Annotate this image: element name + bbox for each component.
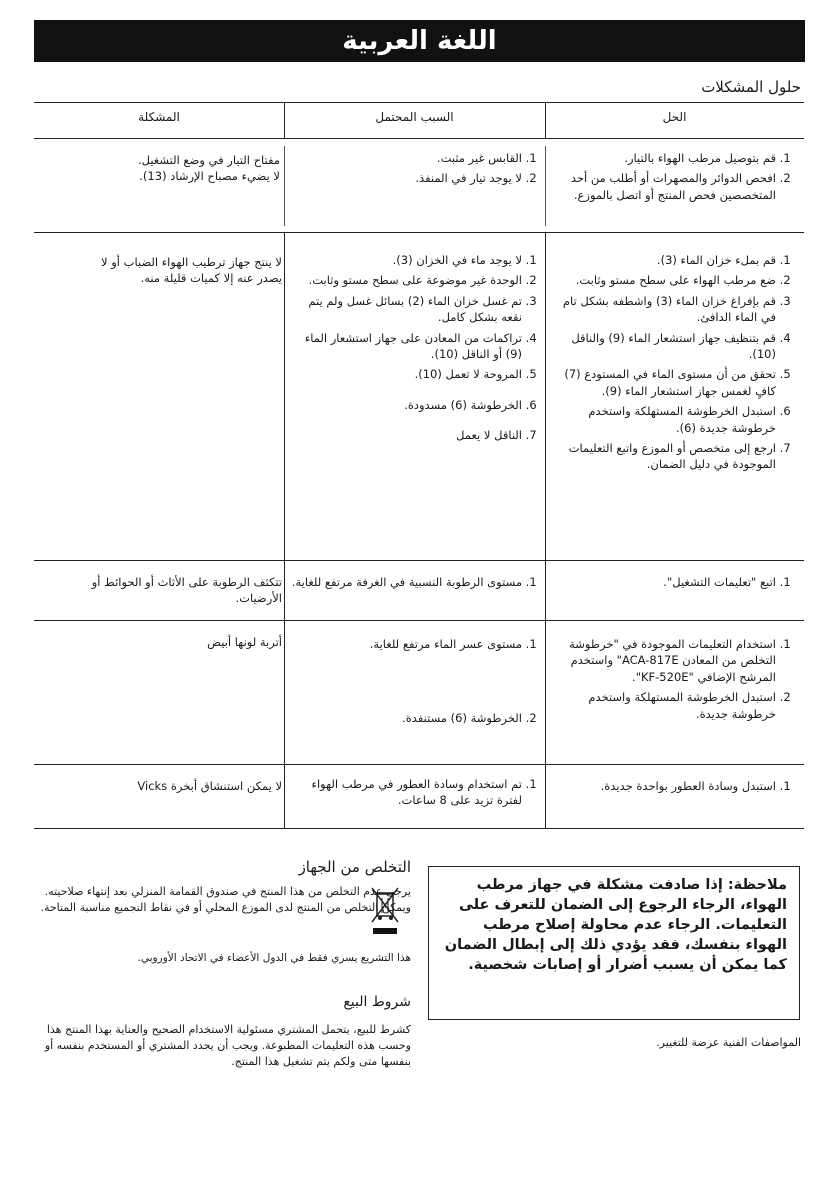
column-divider bbox=[545, 146, 546, 226]
column-divider bbox=[284, 232, 285, 828]
terms-title: شروط البيع bbox=[343, 994, 411, 1010]
disposal-text: يرجى عدم التخلص من هذا المنتج في صندوق القمامة المنزلي بعد إنتهاء صلاحيته. ويمكن التخلص من المنتج لدى الموزع المحلي أو في نقاط التجميع مناسبة المتاحة. bbox=[40, 885, 411, 914]
row-divider bbox=[34, 620, 804, 621]
solution-item: 1. اتبع "تعليمات التشغيل". bbox=[552, 574, 776, 590]
problem-cell: تتكثف الرطوبة على الأثاث أو الحوائط أو الأرضيات. bbox=[91, 575, 282, 606]
solution-item: 2. ضع مرطب الهواء على سطح مستو وثابت. bbox=[552, 272, 776, 288]
solution-item: 1. استخدام التعليمات الموجودة في "خرطوشة التخلص من المعادن ACA-817E" واستخدم المرشح الإضافي "KF-520E". bbox=[552, 636, 776, 685]
terms-text: كشرط للبيع، يتحمل المشتري مسئولية الاستخدام الصحيح والعناية بهذا المنتج هذا وحسب هذه التعليمات المطبوعة. ويجب أن يحدد المشتري أو المستخدم بنفسه أو بنفسها متى ولكم يتم تشغيل هذا المنتج. bbox=[44, 1023, 411, 1068]
solution-item: 1. استبدل وسادة العطور بواحدة جديدة. bbox=[552, 778, 776, 794]
solution-cell bbox=[552, 252, 792, 477]
cause-cell bbox=[290, 252, 538, 448]
language-banner: اللغة العربية bbox=[34, 20, 805, 62]
solution-item: 2. استبدل الخرطوشة المستهلكة واستخدم خرطوشة جديدة. bbox=[552, 689, 776, 722]
solution-cell bbox=[552, 574, 792, 594]
section-title: حلول المشكلات bbox=[701, 78, 801, 96]
solution-cell bbox=[552, 150, 792, 207]
solution-item: 1. قم بتوصيل مرطب الهواء بالتيار. bbox=[552, 150, 776, 166]
table-border-top bbox=[34, 102, 804, 103]
cause-item: 2. الوحدة غير موضوعة على سطح مستو وثابت. bbox=[290, 272, 522, 288]
cause-cell bbox=[290, 636, 538, 731]
solution-cell bbox=[552, 778, 792, 798]
cause-item: 2. الخرطوشة (6) مستنفدة. bbox=[290, 710, 522, 726]
column-divider bbox=[284, 146, 285, 226]
solution-item: 5. تحقق من أن مستوى الماء في المستودع (7) كافٍ لغمس جهاز استشعار الماء (9). bbox=[552, 366, 776, 399]
cause-item: 4. تراكمات من المعادن على جهاز استشعار الماء (9) أو الناقل (10). bbox=[290, 330, 522, 363]
disposal-title: التخلص من الجهاز bbox=[298, 858, 411, 876]
row-divider bbox=[34, 560, 804, 561]
cause-item: 6. الخرطوشة (6) مسدودة. bbox=[290, 397, 522, 413]
column-divider bbox=[545, 232, 546, 828]
cause-item: 5. المروحة لا تعمل (10). bbox=[290, 366, 522, 382]
cause-item: 3. تم غسل خزان الماء (2) بسائل غسل ولم يتم نقعه بشكل كامل. bbox=[290, 293, 522, 326]
cause-cell bbox=[290, 150, 538, 191]
solution-item: 1. قم بملء خزان الماء (3). bbox=[552, 252, 776, 268]
cause-item: 1. مستوى عسر الماء مرتفع للغاية. bbox=[290, 636, 522, 652]
row-divider bbox=[34, 232, 804, 233]
cause-item: 1. لا يوجد ماء في الخزان (3). bbox=[290, 252, 522, 268]
table-header-divider bbox=[34, 138, 804, 139]
cause-item: 1. القابس غير مثبت. bbox=[290, 150, 522, 166]
solution-cell bbox=[552, 636, 792, 726]
specs-notice: المواصفات الفنية عرضة للتغيير. bbox=[656, 1036, 801, 1049]
cause-cell bbox=[290, 574, 538, 594]
solution-item: 3. قم بإفراغ خزان الماء (3) واشطفه بشكل تام في الماء الدافئ. bbox=[552, 293, 776, 326]
problem-cell: مفتاح التيار في وضع التشغيل. لا يضيء مصباح الإرشاد (13). bbox=[137, 153, 280, 184]
cause-item: 7. الناقل لا يعمل bbox=[290, 427, 522, 443]
warranty-note: ملاحظة: إذا صادفت مشكلة في جهاز مرطب الهواء، الرجاء الرجوع إلى الضمان للتعرف على التعليمات. الرجاء عدم محاولة إصلاح مرطب الهواء بنفسك، فقد يؤدي ذلك إلى إبطال الضمان كما يمكن أن يسبب أضرار أو إصابات شخصية. bbox=[428, 866, 800, 1020]
cause-item: 1. مستوى الرطوبة النسبية في الغرفة مرتفع للغاية. bbox=[290, 574, 522, 590]
cause-item: 1. تم استخدام وسادة العطور في مرطب الهواء لفترة تزيد على 8 ساعات. bbox=[290, 776, 522, 809]
header-solution: الحل bbox=[662, 110, 687, 124]
problem-cell: لا ينتج جهاز ترطيب الهواء الضباب أو لا يصدر عنه إلا كميات قليلة منه. bbox=[101, 255, 282, 286]
problem-cell: أتربة لونها أبيض bbox=[207, 635, 282, 649]
solution-item: 6. استبدل الخرطوشة المستهلكة واستخدم خرطوشة جديدة (6). bbox=[552, 403, 776, 436]
solution-item: 7. ارجع إلى متخصص أو الموزع واتبع التعليمات الموجودة في دليل الضمان. bbox=[552, 440, 776, 473]
solution-item: 2. افحص الدوائر والمصهرات أو أطلب من أحد المتخصصين فحص المنتج أو اتصل بالموزع. bbox=[552, 170, 776, 203]
eu-notice: هذا التشريع يسري فقط في الدول الأعضاء في الاتحاد الأوروبي. bbox=[137, 952, 411, 964]
solution-item: 4. قم بتنظيف جهاز استشعار الماء (9) والناقل (10). bbox=[552, 330, 776, 363]
cause-cell bbox=[290, 776, 538, 813]
problem-cell: لا يمكن استنشاق أبخرة Vicks bbox=[137, 779, 282, 793]
header-problem: المشكلة bbox=[138, 110, 180, 124]
header-cause: السبب المحتمل bbox=[375, 110, 454, 124]
row-divider bbox=[34, 764, 804, 765]
table-border-bottom bbox=[34, 828, 804, 829]
troubleshooting-table bbox=[34, 102, 804, 830]
cause-item: 2. لا يوجد تيار في المنفذ. bbox=[290, 170, 522, 186]
